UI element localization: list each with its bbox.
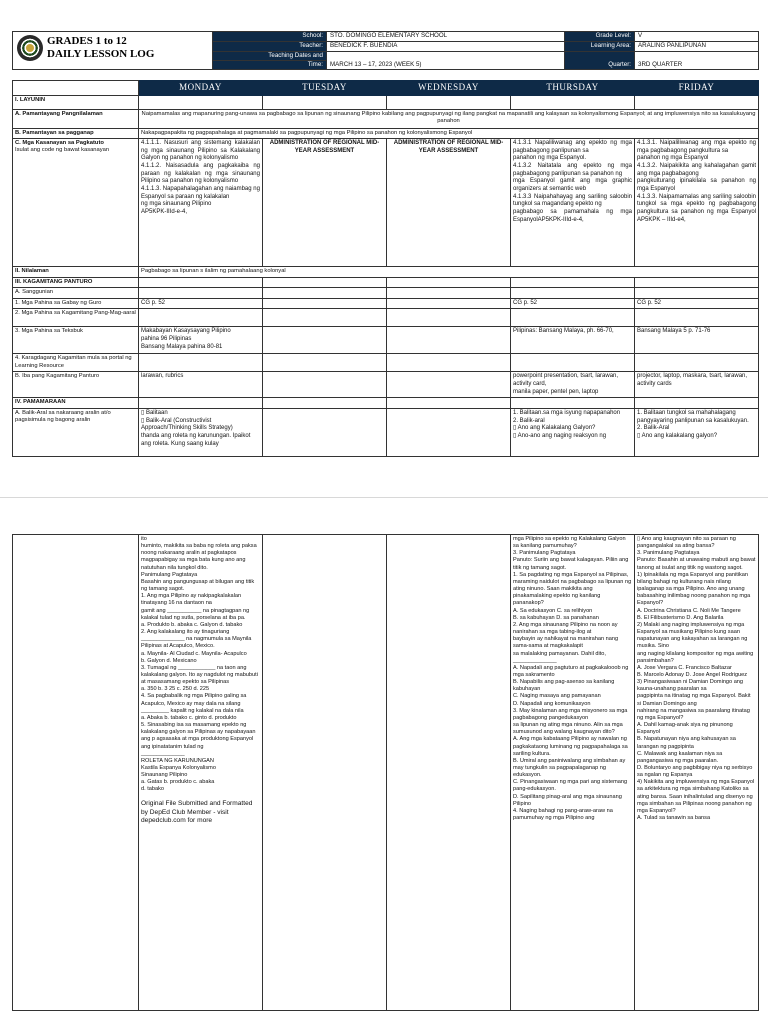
balik-aral-thursday-part2: mga Pilipino sa epekto ng Kalakalang Galyon sa kanilang pamumuhay? 3. Panimulang Pagtataya Panuto: Suriin ang bawat kalagayan. Piliin ang titik ng tamang sagot. 1. Sa pagdating ng mga Espanyol sa Pilipinas, maraming naidulot na pagbabago sa lipunan ng ating ninuno. Saan makikita ang pinakamalaking epekto ng kanilang pananakop? A. Sa edukasyon C. sa relihiyon B. sa kabuhayan D. sa panahanan 2. Ang mga sinaunang Pilipino na noon ay nanirahan sa mga tabing-ilog at baybayin ay nahikayat na manirahan nang sama-sama at magkakalapit sa malalaking pamayanan. Dahil dito, ______________ A. Napadali ang pagtuturo at pagkakalooob ng mga sakramento B. Napabilis ang pag-asenso sa kanilang kabuhayan C. Naging masaya ang pamayanan D. Napadali ang komunikasyon 3. May kinalaman ang mga misyonero sa mga pagbabagong pangedukasyon sa lipunan ng ating mga ninuno. Alin sa mga sumusunod ang walang kaugnayan dito? A. Ang mga kabataang Pilipino ay nawalan ng pagkakataong luminang ng pagpapahalaga sa sariling kultura. B. Umiral ang paniniwalang ang simbahan ay may tungkulin sa pagpapalaganap ng edukasyon. C. Pinangasiwaan ng mga pari ang sistemang pang-edukasyon. D. Sapilitang pinag-aral ang mga sinaunang Pilipino 4. Naging bahagi ng pang-araw-araw na pamumuhay ng mga Pilipino ang [511, 535, 635, 1011]
grade-label: Grade Level: [565, 32, 635, 42]
teksbuk-monday: Makabayan Kasaysayang Pilipino pahina 96 Pilipinas Bansang Malaya pahina 80-81 [139, 327, 263, 354]
area-value: ARALING PANLIPUNAN [635, 42, 759, 52]
row-layunin-label: I. LAYUNIN [13, 95, 139, 109]
page2-tuesday-blank [263, 535, 387, 1011]
title-line-1: GRADES 1 to 12 [47, 35, 127, 47]
balik-aral-friday-part2: ▯ Ano ang kaugnayan nito sa paraan ng pangangalakal sa ating bansa? 3. Panimulang Pagtataya Panuto: Basahin at unawaing mabuti ang bawat tanong at isulat ang titik ng wastong sagot. 1) Ipinakilala ng mga Espanyol ang panitikan bilang bahagi ng kulturang nais nilang ipalaganap sa mga Pilipino. Ano ang unang babasahing inilimbag noong panahon ng mga Espanyol? A. Doctrina Christiana C. Noli Me Tangere B. El Filibusterismo D. Ang Balarila 2) Malaki ang naging impluwensiya ng mga Espanyol sa musikang Pilipino kung saan napatunayan ang kakayahan sa larangan ng musika. Sino ang naging kilalang kompositor ng mga awiting pansimbahan? A. Jose Vergara C. Francisco Baltazar B. Marcelo Adonay D. Jose Angel Rodriguez 3) Pinangasiwaan ni Damian Domingo ang kauna-unahang paaralan sa pagpipinta na itinatag ng mga Espanyol. Bakit si Damian Domingo ang nahirang na mangasiwa sa paaralang itinatag ng mga Espanyol? A. Dahil kamag-anak siya ng pinunong Espanyol B. Napatunayan niya ang kahusayan sa larangan ng pagpipinta C. Malawak ang kaalaman niya sa pangangasiwa ng mga paaralan. D. Boluntaryo ang pagbibigay niya ng serbisyo sa ngalan ng Espanya 4) Nakikita ang impluwensiya ng mga Espanyol sa arkitektura ng mga simbahang Katoliko sa ating bansa. Saan inihalintulad ang disenyo ng mga simbahan sa Pilipinas noong panahon ng mga Espanyol? A. Tulad sa tanawin sa bansa [635, 535, 759, 1011]
footer-note: Original File Submitted and Formatted by DepEd Club Member - visit depedclub.com for more [141, 799, 253, 825]
school-label: School: [213, 32, 327, 42]
row-karagdagang-label: 4. Karagdagang Kagamitan mula sa portal ng Learning Resource [13, 354, 139, 372]
school-value: STO. DOMINGO ELEMENTARY SCHOOL [327, 32, 565, 42]
row-teksbuk-label: 3. Mga Pahina sa Teksbuk [13, 327, 139, 354]
quarter-label: Quarter: [565, 52, 635, 70]
gabay-thursday: CG p. 52 [511, 298, 635, 309]
row-gabay-label: 1. Mga Pahina sa Gabay ng Guro [13, 298, 139, 309]
balik-aral-monday-part1: ▯ Balitaan ▯ Balik-Aral (Constructivist Approach/Thinking Skills Strategy) thanda ang roleta ng karunungan. Ipaikot ang roleta. Kung saang kulay [139, 408, 263, 456]
row-pagganap-text: Nakapagpapakita ng pagpapahalaga at pagmamalaki sa pagpupunyagi ng mga Pilipino sa panahon ng kolonyalismong Espanyol [139, 128, 759, 138]
kasanayan-thursday: 4.1.3.1 Napaliliwanag ang epekto ng mga pagbabagong panlipunan sa panahon ng mga Espanyol. 4.1.3.2 Naitatala ang epekto ng mga pagbabagong panlipunan sa panahon ng mga Espanyol gamit ang mga graphic organizers at semantic web 4.1.3.3 Naipahahayag ang sariling saloobin tungkol sa magandang epekto ng pagbabago sa pamamahala ng mga EspanyolAP5KPK-IIId-e-4, [511, 138, 635, 266]
row-pangnilalaman-label: A. Pamantayang Pangnilalaman [13, 109, 139, 128]
page2-wednesday-blank [387, 535, 511, 1011]
kasanayan-wednesday: ADMINISTRATION OF REGIONAL MID-YEAR ASSESSMENT [387, 138, 511, 266]
day-thursday: THURSDAY [511, 81, 635, 96]
header-table [12, 31, 759, 70]
dates-value: MARCH 13 – 17, 2023 (WEEK 5) [327, 52, 565, 70]
day-friday: FRIDAY [635, 81, 759, 96]
row-pangnilalaman-text: Naipamamalas ang mapanuring pang-unawa sa pagbabago sa lipunan ng sinaunang Pilipino kabilang ang pagpupunyagi ng ilang pangkat na mapanatili ang kalayaan sa kolonyalismong Espanyol; at ang impluwensiya nito sa kasalukuyang panahon [139, 109, 759, 128]
balik-aral-thursday-part1: 1. Balitaan.sa mga isyung napapanahon 2. Balik-aral ▯ Ano ang Kalakalang Galyon? ▯ Ano-ano ang naging reaksyon ng [511, 408, 635, 456]
deped-seal-icon [17, 35, 43, 61]
row-kasanayan-label-cell [13, 138, 139, 266]
row-kasanayan-label: C. Mga Kasanayan sa Pagkatuto [15, 139, 104, 146]
gabay-friday: CG p. 52 [635, 298, 759, 309]
row-pagganap-label: B. Pamantayan sa pagganap [13, 128, 139, 138]
balik-aral-monday-part2-cell [139, 535, 263, 1011]
header-logo-block [13, 32, 213, 70]
area-label: Learning Area: [565, 42, 635, 52]
title-line-2: DAILY LESSON LOG [47, 48, 155, 60]
dates-label-1: Teaching Dates and [213, 52, 327, 61]
row-nilalaman-label: II. Nilalaman [13, 266, 139, 277]
day-wednesday: WEDNESDAY [387, 81, 511, 96]
teksbuk-friday: Bansang Malaya 5 p. 71-76 [635, 327, 759, 354]
row-kagamitan-label: III. KAGAMITANG PANTURO [13, 277, 139, 287]
day-header-row [13, 81, 759, 96]
row-balik-aral-label: A. Balik-Aral sa nakaraang aralin at/o pagsisimula ng bagong aralin [13, 408, 139, 456]
iba-pang-thursday: powerpoint presentation, tsart, larawan, activity card, manila paper, pentel pen, laptop [511, 372, 635, 398]
kasanayan-tuesday: ADMINISTRATION OF REGIONAL MID-YEAR ASSESSMENT [263, 138, 387, 266]
row-nilalaman-text: Pagbabago sa lipunan s ilalim ng pamahalaang kolonyal [139, 266, 759, 277]
teacher-label: Teacher: [213, 42, 327, 52]
row-pamamaraan-label: IV. PAMAMARAAN [13, 398, 139, 408]
page2-label-blank [13, 535, 139, 1011]
teksbuk-thursday: Pilipinas: Bansang Malaya, ph. 66-70, [511, 327, 635, 354]
dll-page-2 [0, 497, 768, 1024]
quarter-value: 3RD QUARTER [635, 52, 759, 70]
gabay-monday: CG p. 52 [139, 298, 263, 309]
balik-aral-monday-part2: ito huminto, makikita sa baba ng roleta ang paksa noong nakaraang aralin at pagkatapos magpapabigay sa mga bata kung ano ang natutuhan nila tungkol dito. Panimulang Pagtataya Basahin ang pangungusap at bilugan ang titik ng tamang sagot. 1. Ang mga Pilipino ay nakipagkalakalan tinatayang 16 na dantaon na gamit ang ___________ na pinagtagpan ng kalakal tulad ng sutla, porselana at iba pa. a. Produkto b. abaka c. Galyon d. tabako 2. Ang kalakalang ito ay tinaguriang ______________ na nagmumula sa Maynila Pilipinas at Acapulco, Mexico. a. Maynila- Al Ciudad c. Maynila- Acapulco b. Galyon d. Mexicano 3. Tumagal ng ____________ na taon ang kalakalang galyon. Ito ay nagdulot ng mabubuti at masasamang epekto sa Pilipinas a. 350 b. 3 25 c. 250 d. 225 4. Sa pagbabalik ng mga Pilipino galing sa Acapulco, Mexico ay may dala na silang _________ kapalit ng kalakal na dala nila a. Abaka b. tabako c. ginto d. produkto 5. Sinasabing isa sa masamang epekto ng kalakalang galyon sa Pilipinas ay napabayaan ang p agsasaka at mga produktong Espanyol ang ipinatatanim tulad ng ______________ ROLETA NG KARUNUNGAN Kastila Espanya Kolonyalismo Sinaunang Pilipino a. Gatas b. produkto c. abaka d. tabako [141, 536, 258, 793]
day-monday: MONDAY [139, 81, 263, 96]
day-tuesday: TUESDAY [263, 81, 387, 96]
day-header-blank [13, 81, 139, 96]
row-iba-pang-label: B. Iba pang Kagamitang Panturo [13, 372, 139, 398]
lesson-grid-page-2 [12, 534, 759, 1011]
kasanayan-friday: 4.1.3.1. Naipaliliwanag ang mga epekto ng mga pagbabagong pangkultura sa panahon ng mga Espanyol 4.1.3.2. Naipakikita ang kahalagahan gamit ang mga pagbabagong pangkulturang ipinakilala sa panahon ng mga Espanyol 4.1.3.3. Naipamamalas ang sariling saloobin tungkol sa mga epekto ng pagbabagong pangkultura sa panahon ng mga Espanyol AP5KPK – IIId-e4, [635, 138, 759, 266]
kasanayan-monday: 4.1.1.1. Nasusuri ang sistemang kalakalan ng mga sinaunang Pilipino sa Kalakalang Galyon ng panahon ng kolonyalismo 4.1.1.2. Naisasadula ang pagkakaiba ng paraan ng kalakalan ng mga sinaunang Pilipino sa panahon ng kolonyalismo 4.1.1.3. Napapahalagahan ang naiambag ng Espanyol sa paraan ng kalakalan ng mga sinaunang Pilipino AP5KPK-IIId-e-4, [139, 138, 263, 266]
dll-page-1 [0, 0, 768, 497]
teacher-value: BENEDICK F. BUENDIA [327, 42, 565, 52]
iba-pang-friday: projector, laptop, maskara, tsart, larawan, activity cards [635, 372, 759, 398]
dates-label-2: Time: [213, 60, 327, 69]
iba-pang-monday: larawan, rubrics [139, 372, 263, 398]
row-kagamitang-pangaaral-label: 2. Mga Pahina sa Kagamitang Pang-Mag-aaral [13, 309, 139, 327]
row-sanggunian-label: A. Sanggunian [13, 288, 139, 298]
balik-aral-friday-part1: 1. Balitaan tungkol sa mahahalagang pangyayaring panlipunan sa kasalukuyan. 2. Balik-Aral ▯ Ano ang kalakalang galyon? [635, 408, 759, 456]
row-kasanayan-sub: Isulat ang code ng bawat kasanayan [15, 147, 110, 154]
lesson-grid-page-1 [12, 80, 759, 457]
grade-value: V [635, 32, 759, 42]
